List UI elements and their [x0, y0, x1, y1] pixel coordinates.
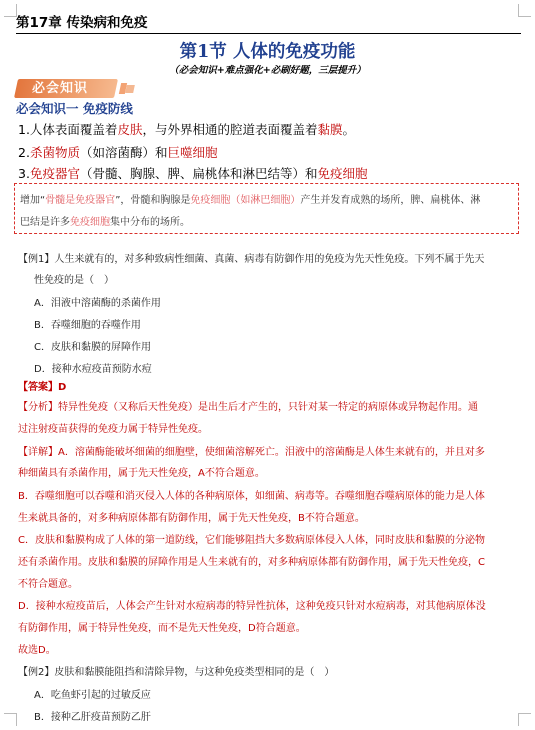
note-highlight: 免疫细胞 — [70, 217, 110, 228]
note-text: 增加“ — [20, 195, 46, 206]
note-highlight: 骨髓是免疫器官 — [45, 195, 116, 206]
section-badge-label: 必会知识 — [32, 81, 89, 96]
example2-stem: 【例2】皮肤和黏膜能阻挡和清除异物，与这种免疫类型相同的是（ ） — [18, 667, 335, 678]
keyword-macrophage: 巨噬细胞 — [167, 145, 218, 160]
knowledge-line-2 — [18, 143, 217, 161]
note-text: 产生并发育成熟的场所，脾、扁桃体、淋 — [300, 195, 481, 206]
page-corner-mark — [518, 713, 531, 726]
example1-analysis: 过注射疫苗获得的免疫力属于特异性免疫。 — [18, 424, 208, 435]
page-title: 第1节 人体的免疫功能 — [179, 42, 356, 62]
example1-detail-line: 种细菌具有杀菌作用，属于先天性免疫，A不符合题意。 — [18, 468, 265, 479]
example1-detail-line: C．皮肤和黏膜构成了人体的第一道防线，它们能够阻挡大多数病原体侵入人体，同时皮肤和黏膜的分泌物 — [18, 535, 485, 546]
example1-option-a: A．泪液中溶菌酶的杀菌作用 — [34, 298, 161, 309]
keyword-mucosa: 黏膜 — [317, 122, 343, 137]
example2-option-a: A．吃鱼虾引起的过敏反应 — [34, 690, 151, 701]
note-line-1 — [20, 191, 480, 206]
section-badge — [14, 79, 118, 98]
example1-detail-line: 有防御作用，属于特异性免疫，而不是先天性免疫，D符合题意。 — [18, 623, 306, 634]
page-subtitle: （必会知识+难点强化+必刷好题，三层提升） — [169, 65, 366, 76]
example1-detail-line: 还有杀菌作用。皮肤和黏膜的屏障作用是人生来就有的，对多种病原体都有防御作用，属于先天性免疫，C — [18, 557, 485, 568]
note-line-2 — [20, 213, 190, 228]
example1-detail-line: 不符合题意。 — [18, 579, 78, 590]
knowledge-text: （骨髓、胸腺、脾、扁桃体和淋巴结等）和 — [79, 166, 318, 181]
keyword-immune-cell: 免疫细胞 — [317, 166, 368, 181]
page-corner-mark — [4, 713, 17, 726]
keyword-immune-organ: 免疫器官 — [29, 166, 80, 181]
example1-answer: 【答案】D — [18, 382, 67, 393]
example1-analysis: 【分析】特异性免疫（又称后天性免疫）是出生后才产生的，只针对某一特定的病原体或异物起作用。通 — [18, 402, 478, 413]
note-text: 集中分布的场所。 — [110, 217, 190, 228]
chapter-divider — [16, 33, 521, 34]
knowledge-line-3 — [18, 164, 367, 182]
knowledge-text: 1.人体表面覆盖着 — [18, 122, 118, 137]
note-text: ”，骨髓和胸腺是 — [115, 195, 191, 206]
knowledge-text: 2. — [18, 145, 30, 160]
note-text: 巴结是许多 — [20, 217, 70, 228]
example1-stem: 性免疫的是（ ） — [34, 275, 114, 286]
keyword-bactericidal: 杀菌物质 — [29, 145, 80, 160]
example1-option-d: D．接种水痘疫苗预防水痘 — [34, 364, 152, 375]
knowledge-text: （如溶菌酶）和 — [79, 145, 168, 160]
example1-detail-line: 生来就具备的，对多种病原体都有防御作用，属于先天性免疫，B不符合题意。 — [18, 513, 365, 524]
note-highlight: 免疫细胞（如淋巴细胞） — [190, 195, 301, 206]
example1-stem: 【例1】人生来就有的，对多种致病性细菌、真菌、病毒有防御作用的免疫为先天性免疫。下列不属于先天 — [18, 254, 485, 265]
knowledge-text: 3. — [18, 166, 30, 181]
example1-option-b: B．吞噬细胞的吞噬作用 — [34, 320, 141, 331]
chapter-heading: 第17章 传染病和免疫 — [16, 15, 148, 31]
example1-detail-line: 【详解】A．溶菌酶能破坏细菌的细胞壁，使细菌溶解死亡。泪液中的溶菌酶是人体生来就有的，并且对多 — [18, 447, 485, 458]
example1-detail-line: D．接种水痘疫苗后，人体会产生针对水痘病毒的特异性抗体，这种免疫只针对水痘病毒，对其他病原体没 — [18, 601, 486, 612]
knowledge-text: 。 — [342, 122, 355, 137]
badge-decoration — [125, 85, 135, 93]
section-title: 必会知识一 免疫防线 — [16, 101, 133, 116]
example1-detail-line: B．吞噬细胞可以吞噬和消灭侵入人体的各种病原体，如细菌、病毒等。吞噬细胞吞噬病原体的能力是人体 — [18, 491, 485, 502]
knowledge-text: ，与外界相通的腔道表面覆盖着 — [142, 122, 318, 137]
knowledge-line-1 — [18, 120, 355, 138]
example2-option-b: B．接种乙肝疫苗预防乙肝 — [34, 712, 151, 723]
example1-conclusion: 故选D。 — [18, 645, 56, 656]
keyword-skin: 皮肤 — [117, 122, 143, 137]
example1-option-c: C．皮肤和黏膜的屏障作用 — [34, 342, 151, 353]
page-corner-mark — [518, 4, 531, 17]
